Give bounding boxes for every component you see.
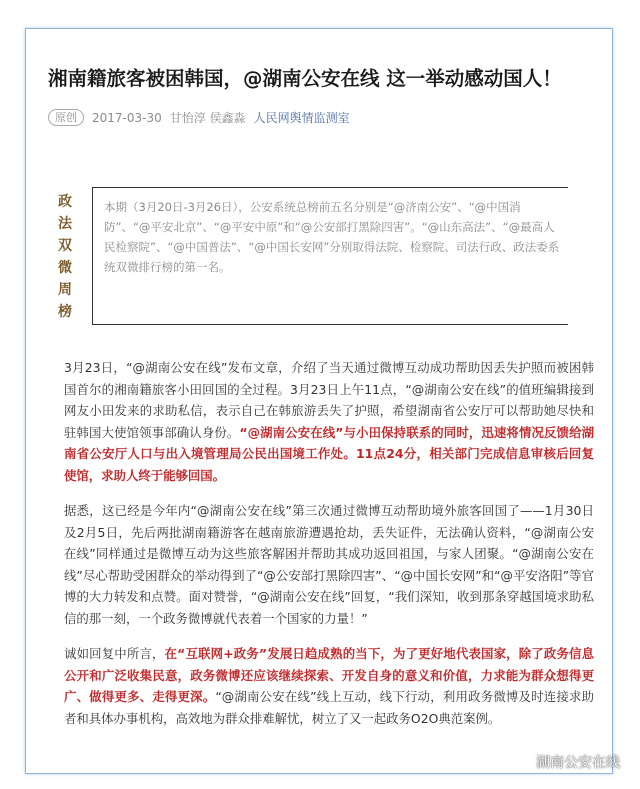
- summary-char: 周: [58, 282, 72, 298]
- summary-char: 法: [58, 216, 72, 232]
- summary-char: 双: [58, 238, 72, 254]
- summary-divider-bottom: [92, 324, 568, 325]
- summary-char: 榜: [58, 304, 72, 320]
- authors: 甘怡淳 侯鑫淼: [169, 111, 246, 125]
- paragraph-highlight: “@湖南公安在线”与小田保持联系的同时，迅速将情况反馈给湖南省公安厅人口与出入境管理局公民出国境工作处。11点24分，相关部门完成信息审核后回复使馆，求助人终于能够回国。: [64, 424, 595, 483]
- paragraph-highlight: 在“互联网+政务”发展日趋成熟的当下，为了更好地代表国家，除了政务信息公开和广泛收集民意，政务微博还应该继续探索、开发自身的意义和价值，力求能为群众想得更广、做得更多、走得更深。: [64, 646, 594, 704]
- paragraph-text: 诚如回复中所言，: [64, 646, 165, 661]
- summary-divider-top: [92, 187, 568, 188]
- paragraph-2: [64, 500, 594, 629]
- wechat-icon: [517, 754, 533, 770]
- paragraph-text: 3月23日，“@湖南公安在线”发布文章，介绍了当天通过微博互动成功帮助因丢失护照而被困韩国首尔的湘南籍旅客小田回国的全过程。3月23日上午11点，“@湖南公安在线”的值班编辑接到网友小田发来的求助私信，表示自己在韩旅游丢失了护照，希望湖南省公安厅可以帮助她尽快和驻韩国大使馆领事部确认身份。: [64, 360, 594, 440]
- source-link[interactable]: 人民网舆情监测室: [253, 111, 350, 125]
- original-badge: 原创: [48, 109, 84, 126]
- summary-vertical-label: [48, 191, 82, 323]
- summary-divider-left: [92, 187, 93, 325]
- article-title: 湘南籍旅客被困韩国，@湖南公安在线 这一举动感动国人！: [48, 67, 562, 90]
- paragraph-1: [64, 357, 594, 486]
- weekly-ranking-summary: [48, 187, 568, 325]
- paragraph-text: 据悉，这已经是今年内“@湖南公安在线”第三次通过微博互动帮助境外旅客回国了——1月30日及2月5日，先后两批湖南籍游客在越南旅游遭遇抢劫，丢失证件，无法确认资料，“@湖南公安在线”同样通过是微博互动为这些旅客解困并帮助其成功返回祖国，与家人团聚。“@湖南公安在线”尽心帮助受困群众的举动得到了“@公安部打黑除四害”、“@中国长安网”和“@平安洛阳”等官博的大力转发和点赞。面对赞誉，“@湖南公安在线”回复，“我们深知，收到那条穿越国境求助私信的那一刻，一个政务微博就代表着一个国家的力量！”: [64, 503, 594, 626]
- summary-char: 政: [58, 194, 72, 210]
- paragraph-3: [64, 643, 594, 729]
- paragraph-text-tail: “@湖南公安在线”线上互动，线下行动，利用政务微博及时连接求助者和具体办事机构，高效地为群众排难解忧，树立了又一起政务O2O典范案例。: [64, 689, 595, 726]
- account-watermark: [517, 752, 620, 772]
- article-frame: [25, 28, 613, 774]
- article-meta: [48, 109, 350, 126]
- summary-char: 微: [58, 260, 72, 276]
- watermark-text: 湖南公安在线: [536, 755, 620, 771]
- summary-text: 本期（3月20日-3月26日），公安系统总榜前五名分别是“@济南公安”、“@中国消防”、“@平安北京”、“@平安中原”和“@公安部打黑除四害”。“@山东高法”、“@最高人民检察院”、“@中国普法”、“@中国长安网”分别取得法院、检察院、司法行政、政法委系统双微排行榜的第一名。: [104, 200, 560, 274]
- publish-date: 2017-03-30: [92, 110, 162, 125]
- article-body: [64, 357, 594, 743]
